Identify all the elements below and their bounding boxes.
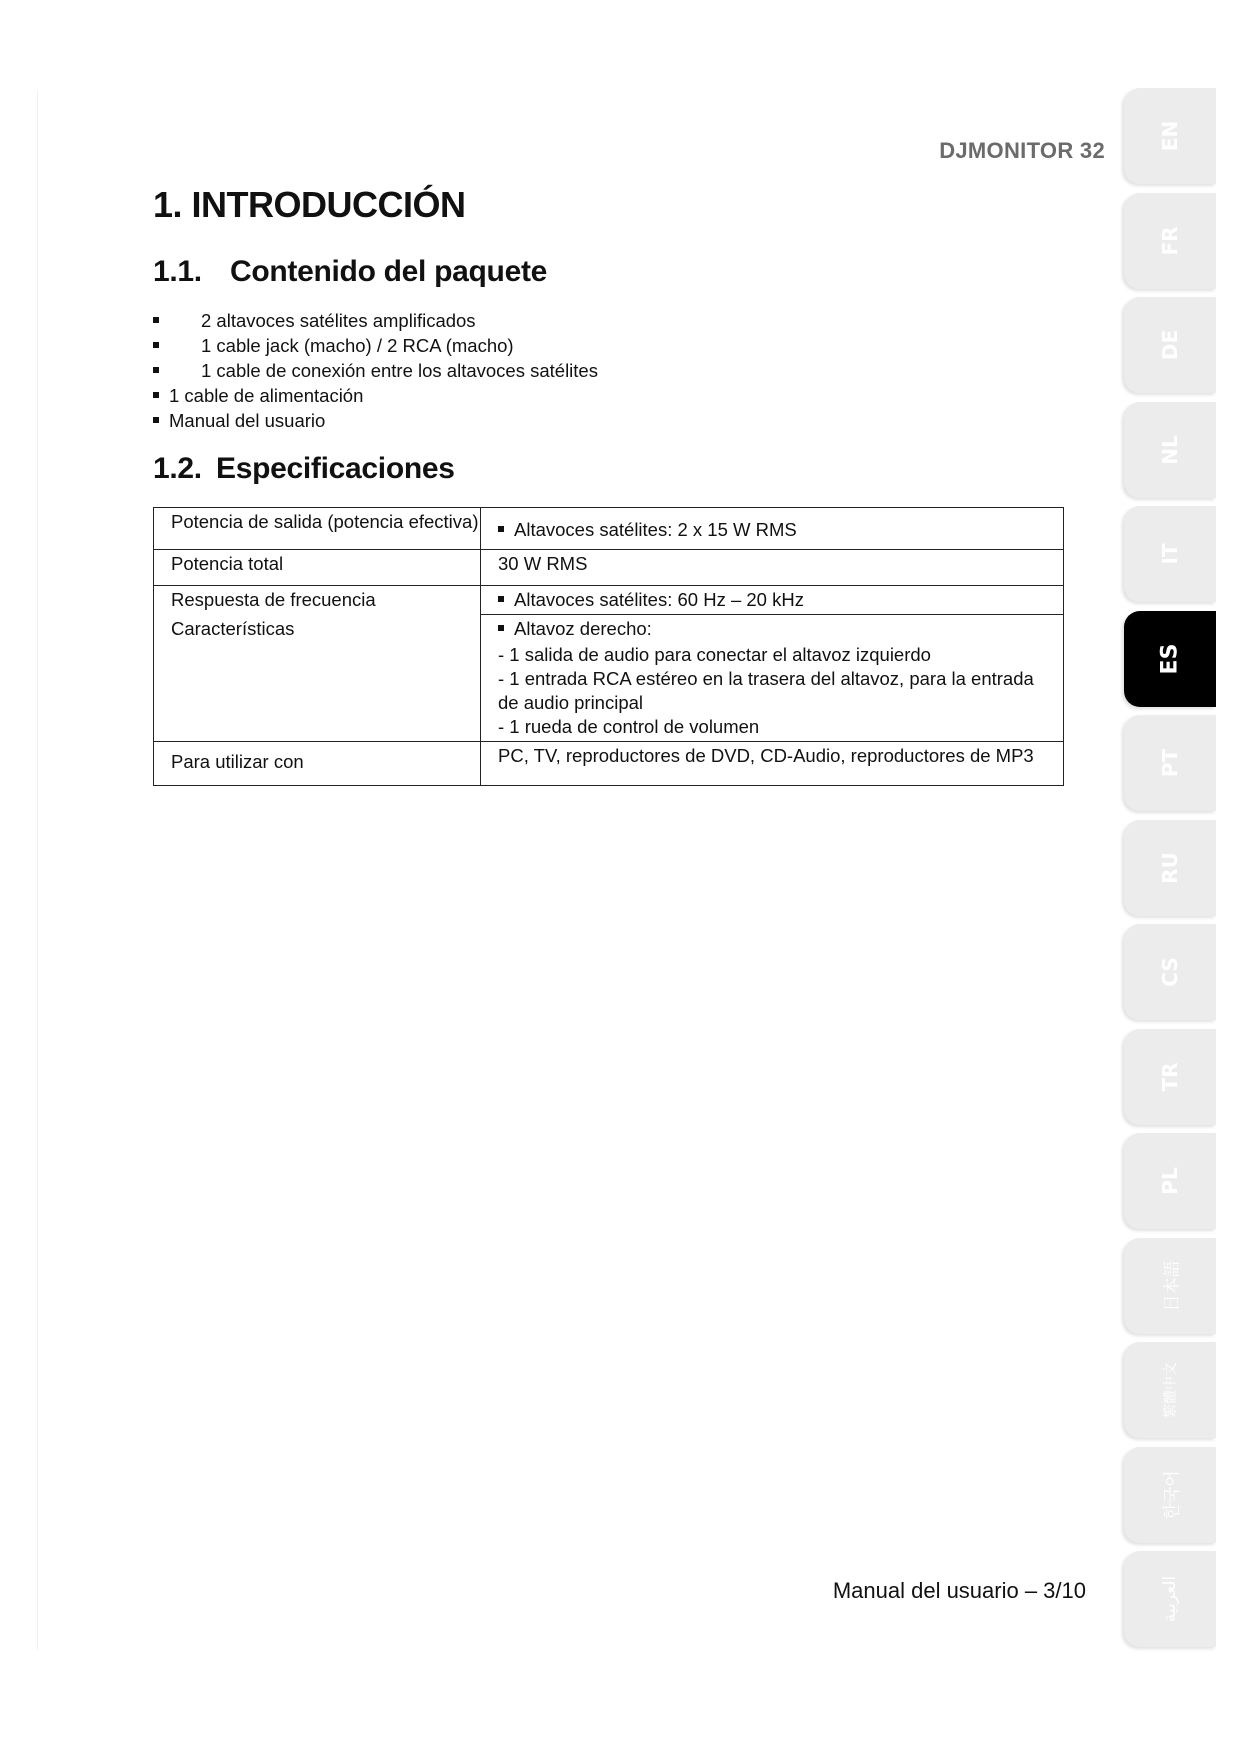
table-row bbox=[154, 615, 1064, 742]
bullet-icon bbox=[153, 342, 159, 348]
list-item: 1 cable de alimentación bbox=[153, 383, 598, 408]
spec-table bbox=[153, 507, 1064, 786]
tab-es[interactable]: ES bbox=[1124, 611, 1216, 707]
spec-label: Para utilizar con bbox=[154, 742, 481, 786]
spec-value: Altavoces satélites: 60 Hz – 20 kHz bbox=[481, 586, 1064, 615]
bullet-icon bbox=[153, 317, 159, 323]
spec-label: Respuesta de frecuencia bbox=[154, 586, 481, 615]
bullet-icon bbox=[498, 596, 504, 602]
tab-ar[interactable]: العربية bbox=[1124, 1551, 1216, 1647]
spec-value bbox=[481, 615, 1064, 742]
list-item: 2 altavoces satélites amplificados bbox=[153, 308, 598, 333]
section-heading: Contenido del paquete bbox=[230, 255, 548, 288]
spec-value: Altavoces satélites: 2 x 15 W RMS bbox=[481, 508, 1064, 550]
table-row bbox=[154, 508, 1064, 550]
page-edge bbox=[37, 90, 38, 1650]
spec-line: - 1 entrada RCA estéreo en la trasera del altavoz, para la entrada de audio principal bbox=[498, 668, 1034, 713]
tab-tr[interactable]: TR bbox=[1124, 1029, 1216, 1125]
spec-label: Características bbox=[154, 615, 481, 742]
bullet-icon bbox=[153, 417, 159, 423]
tab-en[interactable]: EN bbox=[1124, 88, 1216, 184]
spec-line: - 1 rueda de control de volumen bbox=[498, 716, 760, 737]
list-item: 1 cable de conexión entre los altavoces satélites bbox=[153, 358, 598, 383]
tab-fr[interactable]: FR bbox=[1124, 193, 1216, 289]
model-name: DJMONITOR 32 bbox=[939, 138, 1105, 163]
list-item: Manual del usuario bbox=[153, 408, 598, 433]
section-heading: Especificaciones bbox=[216, 452, 455, 485]
spec-value: 30 W RMS bbox=[481, 550, 1064, 586]
section-title-specs bbox=[153, 452, 455, 486]
bullet-icon bbox=[153, 367, 159, 373]
bullet-icon bbox=[153, 392, 159, 398]
language-tabs bbox=[1124, 88, 1216, 1656]
section-title-package bbox=[153, 255, 547, 289]
page-footer: Manual del usuario – 3/10 bbox=[832, 1578, 1086, 1603]
table-row bbox=[154, 550, 1064, 586]
tab-it[interactable]: IT bbox=[1124, 506, 1216, 602]
table-row bbox=[154, 586, 1064, 615]
tab-pt[interactable]: PT bbox=[1124, 715, 1216, 811]
list-item: 1 cable jack (macho) / 2 RCA (macho) bbox=[153, 333, 598, 358]
tab-pl[interactable]: PL bbox=[1124, 1133, 1216, 1229]
section-number: 1.1. bbox=[153, 255, 202, 288]
tab-ja[interactable]: 日本語 bbox=[1124, 1238, 1216, 1334]
tab-nl[interactable]: NL bbox=[1124, 402, 1216, 498]
tab-cs[interactable]: CS bbox=[1124, 924, 1216, 1020]
spec-label: Potencia de salida (potencia efectiva) bbox=[154, 508, 481, 550]
bullet-icon bbox=[498, 526, 504, 532]
spec-line: - 1 salida de audio para conectar el altavoz izquierdo bbox=[498, 644, 931, 665]
bullet-icon bbox=[498, 625, 504, 631]
spec-label: Potencia total bbox=[154, 550, 481, 586]
spec-line: Altavoz derecho: bbox=[498, 617, 1063, 641]
section-title-intro: 1. INTRODUCCIÓN bbox=[153, 184, 466, 225]
tab-de[interactable]: DE bbox=[1124, 297, 1216, 393]
spec-value: PC, TV, reproductores de DVD, CD-Audio, reproductores de MP3 bbox=[481, 742, 1064, 786]
tab-zh[interactable]: 繁體中文 bbox=[1124, 1342, 1216, 1438]
section-number: 1.2. bbox=[153, 452, 202, 485]
table-row bbox=[154, 742, 1064, 786]
package-list bbox=[153, 308, 598, 433]
tab-ru[interactable]: RU bbox=[1124, 820, 1216, 916]
tab-ko[interactable]: 한국어 bbox=[1124, 1447, 1216, 1543]
